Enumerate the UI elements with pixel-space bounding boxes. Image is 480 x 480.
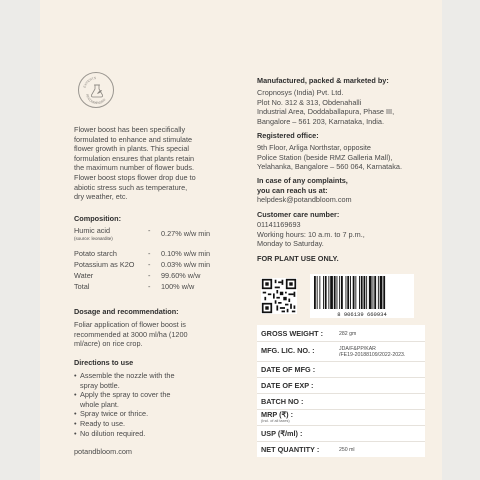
info-row-net-quantity (257, 441, 425, 457)
experts-recommended-badge (78, 72, 114, 108)
composition-heading: Composition: (74, 214, 122, 223)
info-sub-label: (Incl. of all taxes) (261, 419, 290, 423)
flask-leaf-icon (79, 73, 115, 109)
composition-row (74, 282, 244, 292)
ingredient-dash: - (148, 249, 151, 258)
info-value: 282 gm (339, 331, 357, 337)
office-heading: Registered office: (257, 131, 319, 140)
composition-row (74, 271, 244, 281)
manufacturer-line: Industrial Area, Doddaballapura, Phase III, (257, 107, 395, 117)
info-label: USP (₹/ml) : (261, 429, 303, 438)
ingredient-value: 99.60% w/w (161, 271, 201, 280)
ingredient-name: Humic acid (74, 226, 111, 235)
badge-ring-top: EXPERTS (82, 76, 97, 89)
manufacturer-line: Cropnosys (India) Pvt. Ltd. (257, 88, 344, 97)
badge-ring-bottom: RECOMMENDED (85, 93, 107, 106)
direction-text: Spray twice or thrice. (80, 409, 149, 419)
office-line: 9th Floor, Arliga Northstar, opposite (257, 143, 371, 152)
ingredient-dash: - (148, 282, 151, 291)
manufacturer-line: Bangalore – 561 203, Karnataka, India. (257, 116, 384, 126)
info-row-usp (257, 425, 425, 442)
direction-text: No dilution required. (80, 428, 146, 438)
office-line: Yelahanka, Bangalore – 560 064, Karnataka. (257, 162, 402, 172)
info-label: GROSS WEIGHT : (261, 329, 324, 338)
info-label: MRP (₹) : (261, 410, 294, 419)
description-line: dry weather, etc. (74, 192, 128, 202)
bullet: • (74, 409, 77, 419)
ingredient-value: 0.03% w/w min (161, 260, 211, 269)
description-line: the maximum number of flower buds. (74, 163, 195, 173)
ingredient-value: 0.27% w/w min (161, 229, 211, 238)
description-line: Flower boost has been specifically (74, 125, 186, 134)
office-line: Police Station (beside RMZ Galleria Mall), (257, 152, 393, 162)
info-row-gross-weight (257, 325, 425, 342)
qr-code-icon (261, 278, 297, 314)
qr-code[interactable] (261, 278, 297, 314)
info-row-batch (257, 393, 425, 410)
manufacturer-line: Plot No. 312 & 313, Obdenahalli (257, 97, 362, 107)
info-value: /FE19-20188109/2022-2023. (339, 352, 406, 358)
barcode (310, 274, 414, 318)
info-row-mrp (257, 409, 425, 426)
info-row-date-exp (257, 377, 425, 394)
info-label: BATCH NO : (261, 397, 304, 406)
direction-text: Assemble the nozzle with the (80, 371, 175, 380)
bullet: • (74, 390, 77, 400)
direction-text: whole plant. (80, 399, 119, 409)
direction-text: Ready to use. (80, 419, 126, 428)
directions-heading: Directions to use (74, 358, 134, 367)
ingredient-value: 0.10% w/w min (161, 249, 211, 258)
bullet: • (74, 428, 77, 438)
product-info-table (257, 325, 425, 457)
description-line: abiotic stress such as temperature, (74, 182, 188, 192)
description-line: Flower boost stops flower drop due to (74, 173, 196, 182)
complaints-email[interactable]: helpdesk@potandbloom.com (257, 195, 352, 205)
dosage-line: ml/acre) on rice crop. (74, 339, 143, 349)
complaints-heading: In case of any complaints, (257, 176, 348, 185)
care-line: Working hours: 10 a.m. to 7 p.m., (257, 229, 365, 239)
bullet: • (74, 419, 77, 428)
ingredient-dash: - (148, 260, 151, 269)
description-line: flower growth in plants. This special (74, 144, 190, 154)
composition-row (74, 249, 244, 259)
svg-text:RECOMMENDED (85, 94, 107, 105)
direction-text: Apply the spray to cover the (80, 390, 171, 400)
svg-text:EXPERTS (82, 76, 96, 88)
ingredient-name: Potato starch (74, 249, 117, 258)
ingredient-dash: - (148, 226, 151, 235)
composition-row (74, 226, 244, 236)
info-label: NET QUANTITY : (261, 445, 320, 454)
bullet: • (74, 371, 77, 380)
manufacturer-heading: Manufactured, packed & marketed by: (257, 76, 389, 85)
info-label: MFG. LIC. NO. : (261, 346, 315, 355)
website-link[interactable]: potandbloom.com (74, 447, 133, 456)
description-line: formulated to enhance and stimulate (74, 134, 193, 144)
info-value: 250 ml (339, 447, 355, 453)
info-value: JDA/F&PP/KAR (339, 346, 376, 352)
info-row-mfg-lic (257, 341, 425, 362)
dosage-line: Foliar application of flower boost is (74, 320, 186, 329)
care-heading: Customer care number: (257, 210, 340, 219)
plant-use-notice: FOR PLANT USE ONLY. (257, 254, 339, 263)
ingredient-name: Potassium as K2O (74, 260, 135, 269)
ingredient-dash: - (148, 271, 151, 280)
barcode-number: 8 906139 660934 (337, 311, 387, 318)
dosage-line: recommended at 3000 ml/ha (1200 (74, 329, 188, 339)
barcode-bars-icon (310, 274, 414, 310)
care-line: Monday to Saturday. (257, 239, 324, 249)
product-label-panel (40, 0, 442, 480)
ingredient-value: 100% w/w (161, 282, 195, 291)
dosage-heading: Dosage and recommendation: (74, 307, 179, 316)
complaints-heading: you can reach us at: (257, 185, 328, 195)
composition-row (74, 260, 244, 270)
ingredient-name: Water (74, 271, 94, 280)
direction-text: spray bottle. (80, 380, 120, 390)
description-line: formulation ensures that plants retain (74, 153, 195, 163)
ingredient-name: Total (74, 282, 90, 291)
info-label: DATE OF MFG : (261, 365, 316, 374)
info-label: DATE OF EXP : (261, 381, 314, 390)
ingredient-note: (source: leonardite) (74, 236, 113, 241)
care-phone[interactable]: 01141169693 (257, 220, 301, 229)
info-row-date-mfg (257, 361, 425, 378)
